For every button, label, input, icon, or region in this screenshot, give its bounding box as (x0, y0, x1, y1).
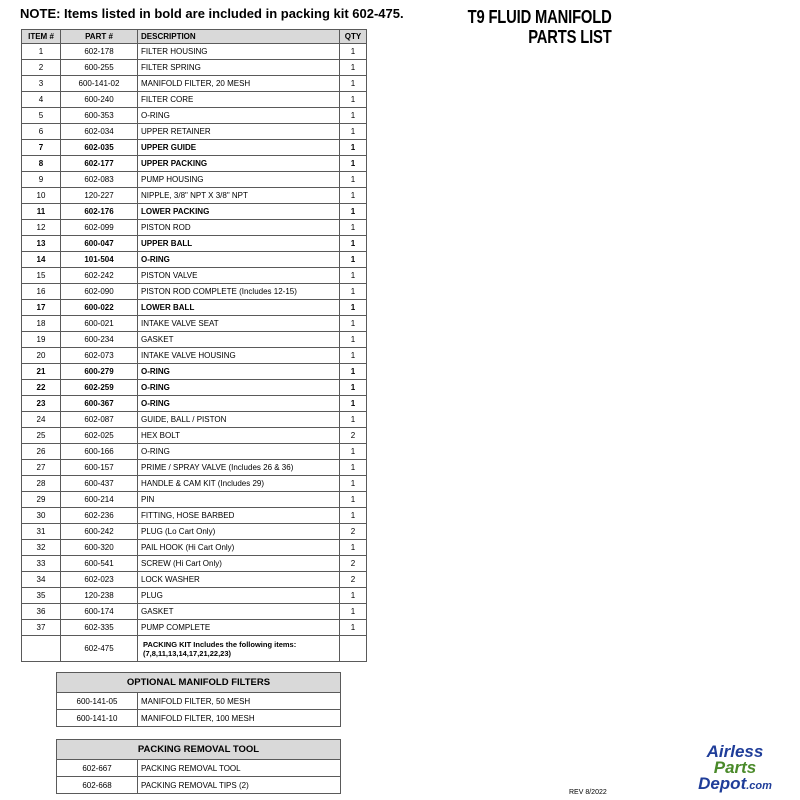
table-row (22, 332, 367, 348)
part-description: GASKET (138, 332, 340, 348)
part-number: 602-023 (61, 572, 138, 588)
part-description: PACKING KIT Includes the following items: (7,8,11,13,14,17,21,22,23) (138, 636, 340, 662)
part-description: HANDLE & CAM KIT (Includes 29) (138, 476, 340, 492)
part-description: PRIME / SPRAY VALVE (Includes 26 & 36) (138, 460, 340, 476)
table-row (22, 268, 367, 284)
part-number: 600-367 (61, 396, 138, 412)
item-number: 9 (22, 172, 61, 188)
part-quantity: 1 (340, 460, 367, 476)
part-description: MANIFOLD FILTER, 20 MESH (138, 76, 340, 92)
parts-table-body (22, 44, 367, 662)
part-number: 600-541 (61, 556, 138, 572)
part-number: 600-157 (61, 460, 138, 476)
part-quantity: 1 (340, 476, 367, 492)
part-description: FILTER HOUSING (138, 44, 340, 60)
part-quantity: 2 (340, 572, 367, 588)
part-number: 600-234 (61, 332, 138, 348)
part-number: 600-279 (61, 364, 138, 380)
table-row (22, 316, 367, 332)
table-row (22, 60, 367, 76)
part-quantity: 1 (340, 492, 367, 508)
part-quantity: 2 (340, 428, 367, 444)
part-quantity: 1 (340, 204, 367, 220)
part-number: 600-255 (61, 60, 138, 76)
part-number: 101-504 (61, 252, 138, 268)
packing-kit-note: NOTE: Items listed in bold are included in packing kit 602-475. (20, 6, 404, 21)
part-description: O-RING (138, 252, 340, 268)
part-number: 600-242 (61, 524, 138, 540)
part-number: 602-090 (61, 284, 138, 300)
table-row (22, 476, 367, 492)
part-number: 600-047 (61, 236, 138, 252)
table-row (22, 188, 367, 204)
part-number: 600-166 (61, 444, 138, 460)
part-quantity: 2 (340, 524, 367, 540)
part-number: 600-214 (61, 492, 138, 508)
part-description: O-RING (138, 396, 340, 412)
item-number: 6 (22, 124, 61, 140)
item-number: 17 (22, 300, 61, 316)
part-number: 602-335 (61, 620, 138, 636)
part-quantity: 1 (340, 396, 367, 412)
part-quantity (340, 636, 367, 662)
table-row (22, 300, 367, 316)
item-number (22, 636, 61, 662)
table-row (22, 604, 367, 620)
part-quantity: 1 (340, 604, 367, 620)
optional-filters-title: OPTIONAL MANIFOLD FILTERS (57, 673, 341, 693)
packing-kit-row (22, 636, 367, 662)
item-number: 2 (22, 60, 61, 76)
part-number: 602-034 (61, 124, 138, 140)
part-quantity: 1 (340, 220, 367, 236)
item-number: 30 (22, 508, 61, 524)
part-description: FITTING, HOSE BARBED (138, 508, 340, 524)
part-quantity: 1 (340, 444, 367, 460)
item-number: 16 (22, 284, 61, 300)
part-description: MANIFOLD FILTER, 100 MESH (138, 710, 341, 727)
part-quantity: 1 (340, 300, 367, 316)
part-number: 600-174 (61, 604, 138, 620)
part-number: 600-240 (61, 92, 138, 108)
item-number: 21 (22, 364, 61, 380)
item-number: 14 (22, 252, 61, 268)
item-number: 34 (22, 572, 61, 588)
part-number: 602-242 (61, 268, 138, 284)
part-quantity: 1 (340, 412, 367, 428)
header-part: PART # (61, 30, 138, 44)
part-number: 602-668 (57, 777, 138, 794)
part-number: 602-667 (57, 760, 138, 777)
item-number: 36 (22, 604, 61, 620)
table-row (57, 693, 341, 710)
table-row (22, 572, 367, 588)
item-number: 32 (22, 540, 61, 556)
table-row (22, 444, 367, 460)
item-number: 29 (22, 492, 61, 508)
part-quantity: 1 (340, 588, 367, 604)
part-quantity: 1 (340, 60, 367, 76)
table-row (22, 284, 367, 300)
part-description: PAIL HOOK (Hi Cart Only) (138, 540, 340, 556)
part-description: SCREW (Hi Cart Only) (138, 556, 340, 572)
part-number: 600-437 (61, 476, 138, 492)
title-line-2: PARTS LIST (528, 27, 612, 47)
part-description: UPPER GUIDE (138, 140, 340, 156)
part-number: 600-021 (61, 316, 138, 332)
part-number: 600-320 (61, 540, 138, 556)
part-quantity: 1 (340, 316, 367, 332)
part-description: PUMP COMPLETE (138, 620, 340, 636)
table-row (22, 44, 367, 60)
table-row (22, 140, 367, 156)
table-row (22, 396, 367, 412)
part-description: PLUG (138, 588, 340, 604)
part-quantity: 1 (340, 236, 367, 252)
part-quantity: 1 (340, 284, 367, 300)
item-number: 15 (22, 268, 61, 284)
item-number: 23 (22, 396, 61, 412)
item-number: 7 (22, 140, 61, 156)
item-number: 18 (22, 316, 61, 332)
part-number: 120-227 (61, 188, 138, 204)
item-number: 5 (22, 108, 61, 124)
part-description: O-RING (138, 380, 340, 396)
table-row (57, 760, 341, 777)
revision-label: REV 8/2022 (569, 789, 607, 796)
table-row (22, 460, 367, 476)
item-number: 11 (22, 204, 61, 220)
part-description: INTAKE VALVE HOUSING (138, 348, 340, 364)
part-quantity: 1 (340, 156, 367, 172)
part-quantity: 2 (340, 556, 367, 572)
removal-tool-body (57, 760, 341, 794)
item-number: 35 (22, 588, 61, 604)
part-number: 602-177 (61, 156, 138, 172)
item-number: 31 (22, 524, 61, 540)
optional-filters-table (56, 672, 341, 727)
part-description: O-RING (138, 364, 340, 380)
part-number: 602-475 (61, 636, 138, 662)
parts-table-header (22, 30, 367, 44)
part-description: PISTON ROD (138, 220, 340, 236)
part-number: 600-141-02 (61, 76, 138, 92)
part-number: 600-141-05 (57, 693, 138, 710)
item-number: 26 (22, 444, 61, 460)
part-quantity: 1 (340, 380, 367, 396)
part-description: PUMP HOUSING (138, 172, 340, 188)
part-number: 602-035 (61, 140, 138, 156)
table-row (22, 364, 367, 380)
part-quantity: 1 (340, 620, 367, 636)
part-description: LOWER PACKING (138, 204, 340, 220)
table-row (22, 508, 367, 524)
part-number: 600-353 (61, 108, 138, 124)
part-quantity: 1 (340, 268, 367, 284)
part-number: 602-083 (61, 172, 138, 188)
table-row (22, 620, 367, 636)
part-quantity: 1 (340, 188, 367, 204)
part-number: 602-099 (61, 220, 138, 236)
table-row (22, 556, 367, 572)
part-quantity: 1 (340, 540, 367, 556)
part-description: NIPPLE, 3/8" NPT X 3/8" NPT (138, 188, 340, 204)
item-number: 25 (22, 428, 61, 444)
part-quantity: 1 (340, 92, 367, 108)
table-row (22, 412, 367, 428)
part-description: UPPER BALL (138, 236, 340, 252)
item-number: 12 (22, 220, 61, 236)
item-number: 33 (22, 556, 61, 572)
part-number: 602-236 (61, 508, 138, 524)
part-description: UPPER PACKING (138, 156, 340, 172)
airless-parts-depot-logo: Airless Parts Depot.com (698, 742, 772, 793)
table-row (22, 220, 367, 236)
table-row (22, 236, 367, 252)
table-row (57, 777, 341, 794)
item-number: 4 (22, 92, 61, 108)
part-quantity: 1 (340, 364, 367, 380)
part-description: LOWER BALL (138, 300, 340, 316)
part-quantity: 1 (340, 508, 367, 524)
part-number: 602-025 (61, 428, 138, 444)
item-number: 10 (22, 188, 61, 204)
optional-filters-body (57, 693, 341, 727)
table-row (22, 76, 367, 92)
item-number: 8 (22, 156, 61, 172)
header-item: ITEM # (22, 30, 61, 44)
item-number: 3 (22, 76, 61, 92)
item-number: 28 (22, 476, 61, 492)
parts-table (21, 29, 367, 662)
part-number: 600-022 (61, 300, 138, 316)
part-description: FILTER CORE (138, 92, 340, 108)
table-row (22, 428, 367, 444)
removal-tool-title: PACKING REMOVAL TOOL (57, 740, 341, 760)
part-quantity: 1 (340, 348, 367, 364)
part-quantity: 1 (340, 172, 367, 188)
part-description: PIN (138, 492, 340, 508)
page-title (468, 7, 612, 47)
removal-tool-table (56, 739, 341, 794)
table-row (22, 540, 367, 556)
table-row (22, 204, 367, 220)
part-number: 602-087 (61, 412, 138, 428)
item-number: 24 (22, 412, 61, 428)
part-quantity: 1 (340, 252, 367, 268)
table-row (22, 348, 367, 364)
part-description: MANIFOLD FILTER, 50 MESH (138, 693, 341, 710)
table-row (22, 492, 367, 508)
part-description: HEX BOLT (138, 428, 340, 444)
table-row (57, 710, 341, 727)
title-line-1: T9 FLUID MANIFOLD (468, 7, 612, 27)
part-description: INTAKE VALVE SEAT (138, 316, 340, 332)
part-description: O-RING (138, 444, 340, 460)
item-number: 1 (22, 44, 61, 60)
part-description: UPPER RETAINER (138, 124, 340, 140)
table-row (22, 156, 367, 172)
part-number: 602-176 (61, 204, 138, 220)
item-number: 19 (22, 332, 61, 348)
part-description: PACKING REMOVAL TIPS (2) (138, 777, 341, 794)
item-number: 20 (22, 348, 61, 364)
part-quantity: 1 (340, 76, 367, 92)
part-description: PLUG (Lo Cart Only) (138, 524, 340, 540)
item-number: 13 (22, 236, 61, 252)
part-number: 120-238 (61, 588, 138, 604)
part-description: PISTON ROD COMPLETE (Includes 12-15) (138, 284, 340, 300)
part-number: 602-259 (61, 380, 138, 396)
header-qty: QTY (340, 30, 367, 44)
part-description: PISTON VALVE (138, 268, 340, 284)
part-quantity: 1 (340, 124, 367, 140)
part-quantity: 1 (340, 108, 367, 124)
table-row (22, 524, 367, 540)
part-number: 602-178 (61, 44, 138, 60)
part-quantity: 1 (340, 44, 367, 60)
table-row (22, 124, 367, 140)
part-quantity: 1 (340, 332, 367, 348)
table-row (22, 588, 367, 604)
table-row (22, 172, 367, 188)
part-description: PACKING REMOVAL TOOL (138, 760, 341, 777)
part-number: 600-141-10 (57, 710, 138, 727)
part-description: O-RING (138, 108, 340, 124)
table-row (22, 108, 367, 124)
part-description: FILTER SPRING (138, 60, 340, 76)
part-description: GUIDE, BALL / PISTON (138, 412, 340, 428)
item-number: 22 (22, 380, 61, 396)
table-row (22, 92, 367, 108)
part-description: LOCK WASHER (138, 572, 340, 588)
header-description: DESCRIPTION (138, 30, 340, 44)
table-row (22, 380, 367, 396)
item-number: 37 (22, 620, 61, 636)
table-row (22, 252, 367, 268)
part-quantity: 1 (340, 140, 367, 156)
part-number: 602-073 (61, 348, 138, 364)
part-description: GASKET (138, 604, 340, 620)
item-number: 27 (22, 460, 61, 476)
